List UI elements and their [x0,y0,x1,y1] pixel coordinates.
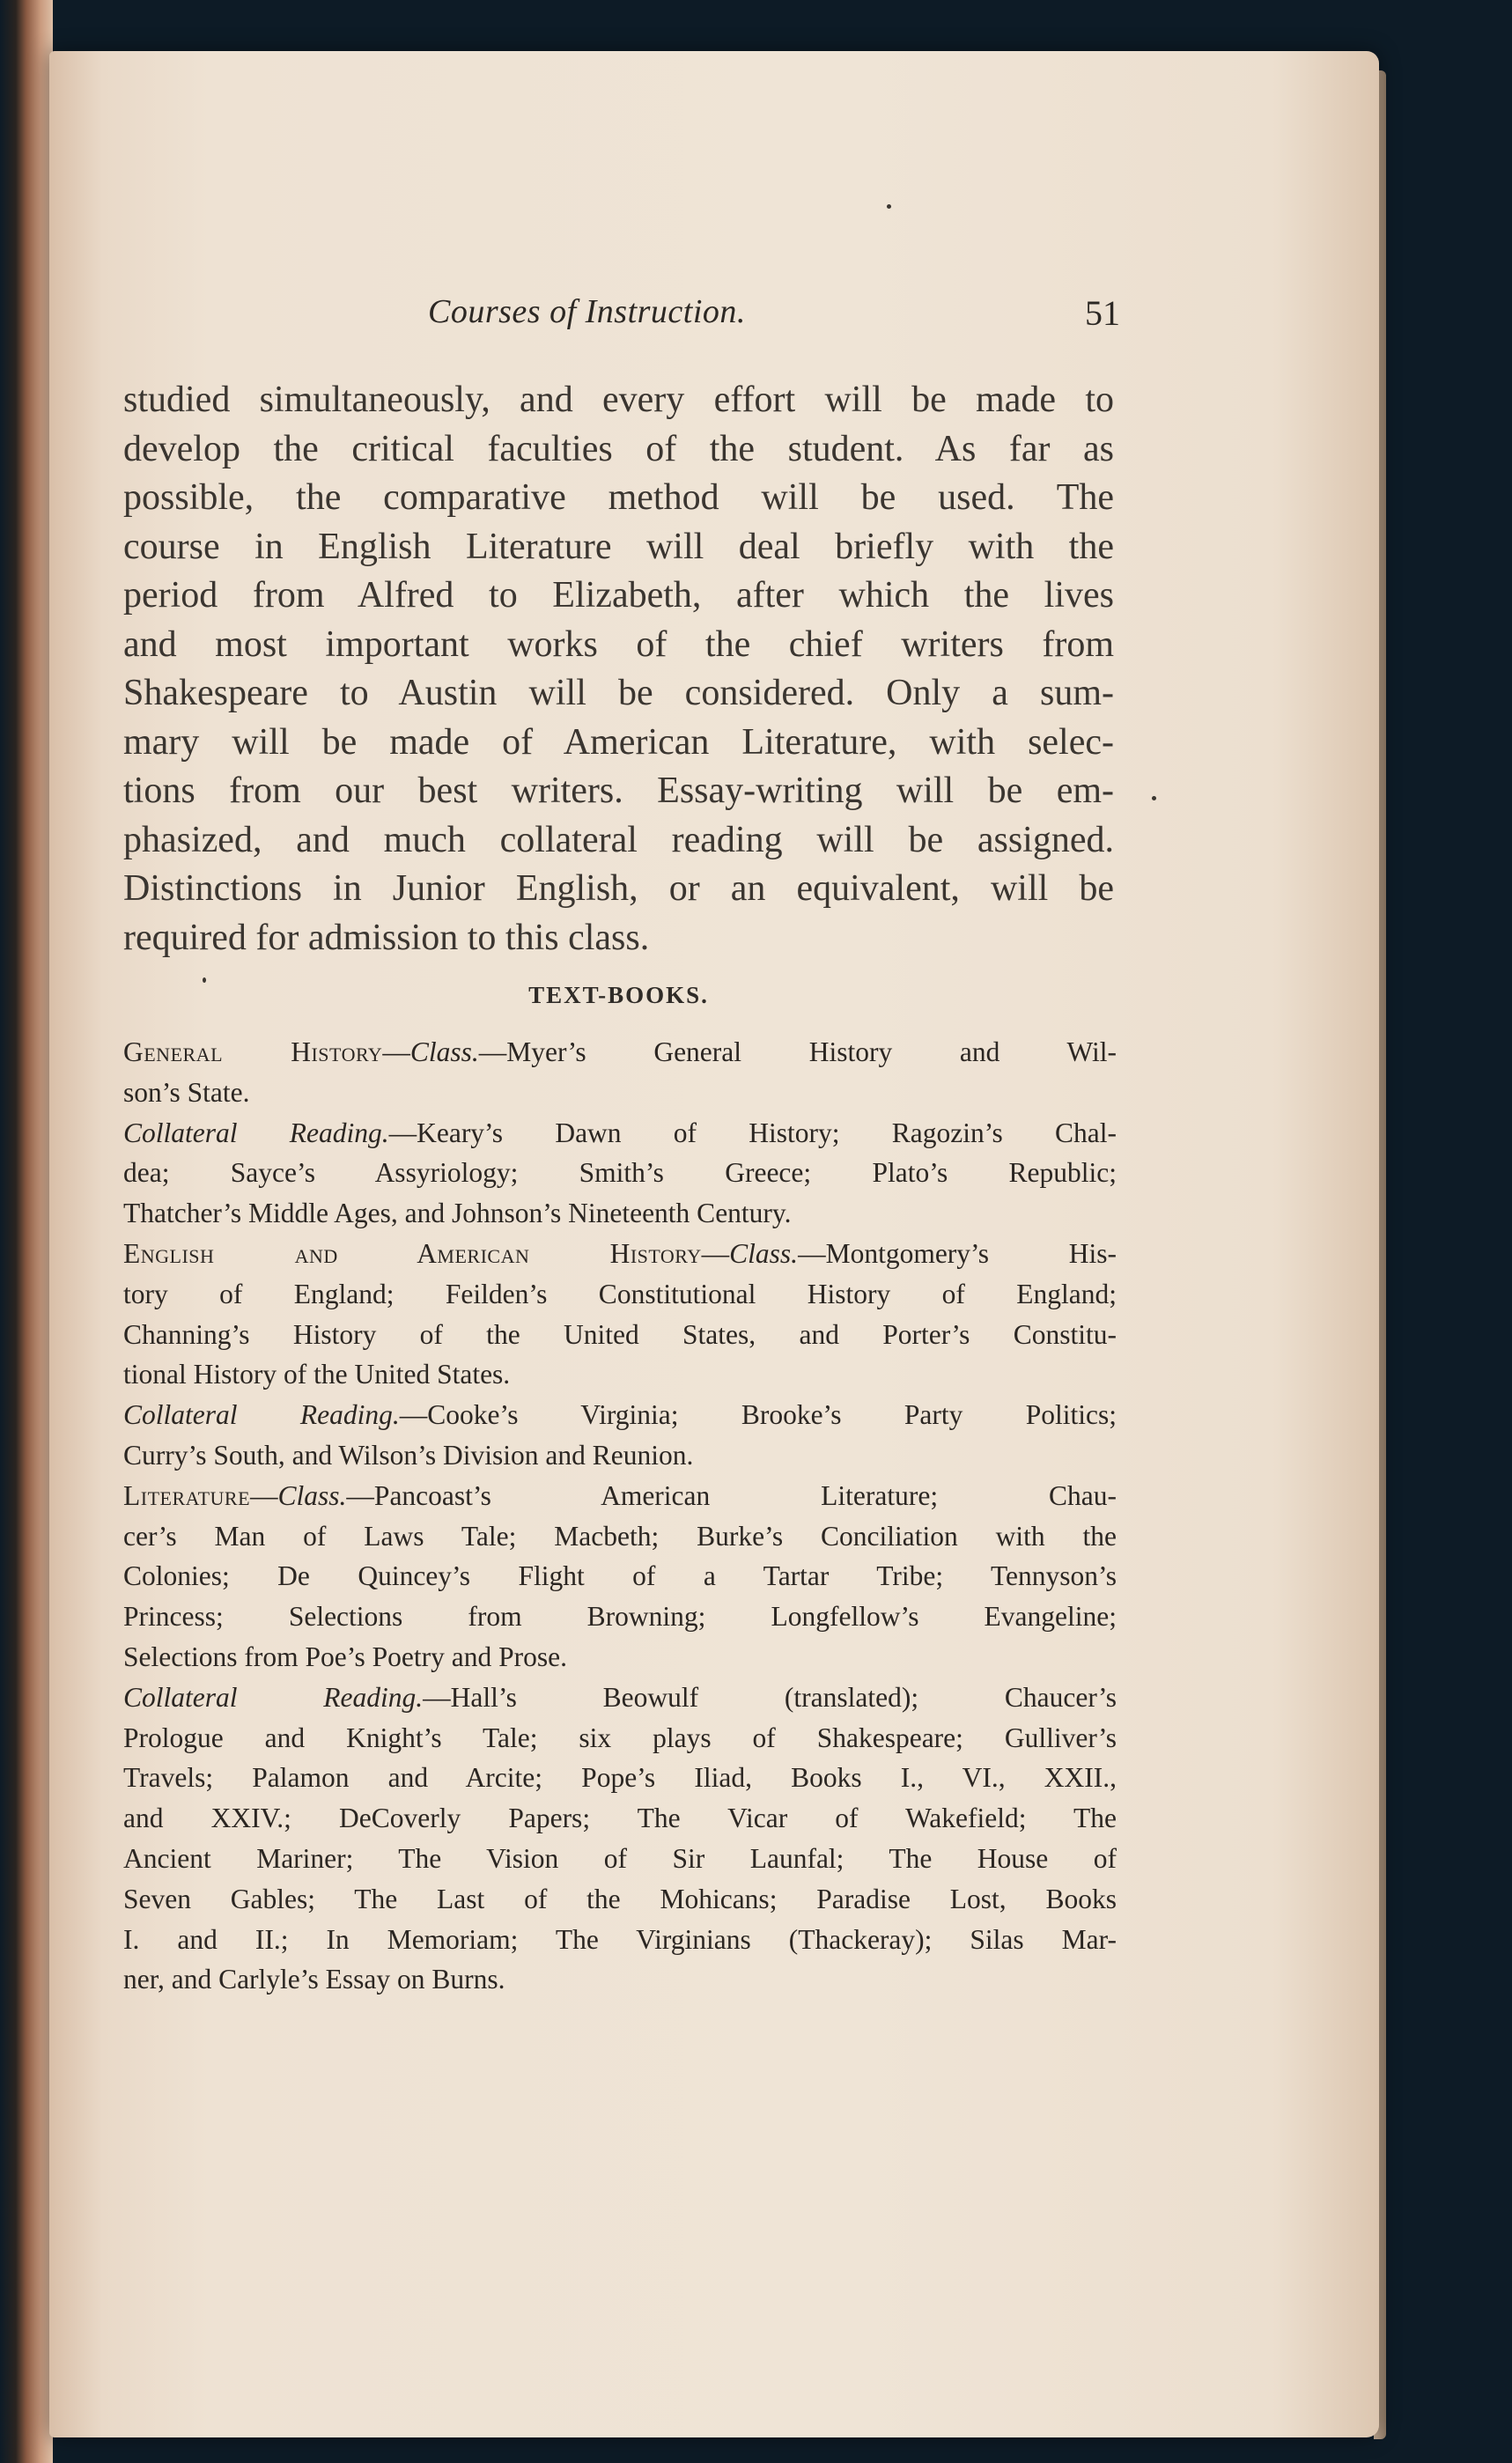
body-line: possible, the comparative method will be used. The [123,477,1114,518]
class-label: Class. [729,1237,799,1269]
body-line: period from Alfred to Elizabeth, after which the lives [123,575,1114,616]
textbook-entry-line: son’s State. [123,1076,250,1108]
textbooks-list [123,1032,1117,2000]
body-line: Distinctions in Junior English, or an equivalent, will be [123,868,1114,909]
entry-text: —Keary’s Dawn of History; Ragozin’s Chal- [388,1117,1117,1148]
entry-label: Literature [123,1479,251,1511]
body-line: Shakespeare to Austin will be considered. Only a sum- [123,673,1114,713]
textbook-entry-line: Channing’s History of the United States, and Porter’s Constitu- [123,1318,1117,1350]
textbook-entry-line: General History—Class.—Myer’s General History and Wil- [123,1036,1117,1067]
body-line: develop the critical faculties of the student. As far as [123,428,1114,469]
section-heading: TEXT-BOOKS. [528,982,709,1008]
textbook-entry-line: Seven Gables; The Last of the Mohicans; Paradise Lost, Books [123,1883,1117,1914]
textbook-entry-line: Literature—Class.—Pancoast’s American Literature; Chau- [123,1479,1117,1511]
textbook-entry-line: Prologue and Knight’s Tale; six plays of Shakespeare; Gulliver’s [123,1722,1117,1753]
textbook-entry-line: tory of England; Feilden’s Constitutional History of England; [123,1278,1117,1309]
body-line: and most important works of the chief writers from [123,623,1114,665]
textbook-entry-line: Selections from Poe’s Poetry and Prose. [123,1641,567,1672]
textbook-entry-line: Colonies; De Quincey’s Flight of a Tartar Tribe; Tennyson’s [123,1560,1117,1592]
body-line: tions from our best writers. Essay-writing will be em- [123,771,1114,811]
body-line: studied simultaneously, and every effort will be made to [123,380,1114,420]
class-label: Class. [409,1036,479,1067]
entry-text: —Cooke’s Virginia; Brooke’s Party Politics; [399,1399,1117,1431]
entry-text: —Myer’s General History and Wil- [478,1036,1117,1067]
entry-text: —Montgomery’s His- [798,1237,1117,1269]
textbook-entry-line: tional History of the United States. [123,1359,511,1390]
paper-speck [887,204,891,209]
body-paragraph [123,376,1114,962]
textbook-entry-line: I. and II.; In Memoriam; The Virginians (Thackeray); Silas Mar- [123,1923,1117,1955]
textbook-entry-line: Curry’s South, and Wilson’s Division and Reunion. [123,1439,694,1471]
running-title: Courses of Instruction. [428,293,746,330]
entry-text: —Hall’s Beowulf (translated); Chaucer’s [423,1681,1117,1713]
textbook-entry-line: cer’s Man of Laws Tale; Macbeth; Burke’s Conciliation with the [123,1520,1117,1552]
textbook-entry-line: and XXIV.; DeCoverly Papers; The Vicar of Wakefield; The [123,1803,1117,1834]
paper-speck [203,977,206,983]
running-head [120,292,1120,345]
textbook-entry-line: ner, and Carlyle’s Essay on Burns. [123,1964,505,1995]
body-line: phasized, and much collateral reading will be assigned. [123,819,1114,860]
entry-label: General History [123,1036,383,1067]
book-spine-edge [0,0,53,2463]
page-number: 51 [1085,293,1120,333]
body-line: mary will be made of American Literature, with selec- [123,721,1114,763]
paper-speck [1152,796,1156,800]
textbook-entry-line: Princess; Selections from Browning; Longfellow’s Evangeline; [123,1601,1117,1633]
textbook-entry-line [123,1395,1117,1435]
entry-label: English and American History [123,1237,702,1269]
textbook-entry-line: dea; Sayce’s Assyriology; Smith’s Greece; Plato’s Republic; [123,1157,1117,1189]
body-line: course in English Literature will deal briefly with the [123,526,1114,567]
collateral-label: Collateral Reading. [123,1399,400,1431]
entry-text: —Pancoast’s American Literature; Chau- [346,1479,1117,1511]
textbook-entry-line [123,1678,1117,1718]
collateral-label: Collateral Reading. [123,1681,424,1713]
collateral-label: Collateral Reading. [123,1117,389,1148]
textbook-entry-line: Travels; Palamon and Arcite; Pope’s Iliad, Books I., VI., XXII., [123,1762,1117,1794]
textbook-entry-line: English and American History—Class.—Montgomery’s His- [123,1237,1117,1269]
textbook-entry-line: Ancient Mariner; The Vision of Sir Launfal; The House of [123,1842,1117,1874]
textbook-entry-line: Thatcher’s Middle Ages, and Johnson’s Nineteenth Century. [123,1198,792,1229]
class-label: Class. [277,1479,347,1511]
textbook-entry-line [123,1113,1117,1154]
body-line: required for admission to this class. [123,917,650,958]
